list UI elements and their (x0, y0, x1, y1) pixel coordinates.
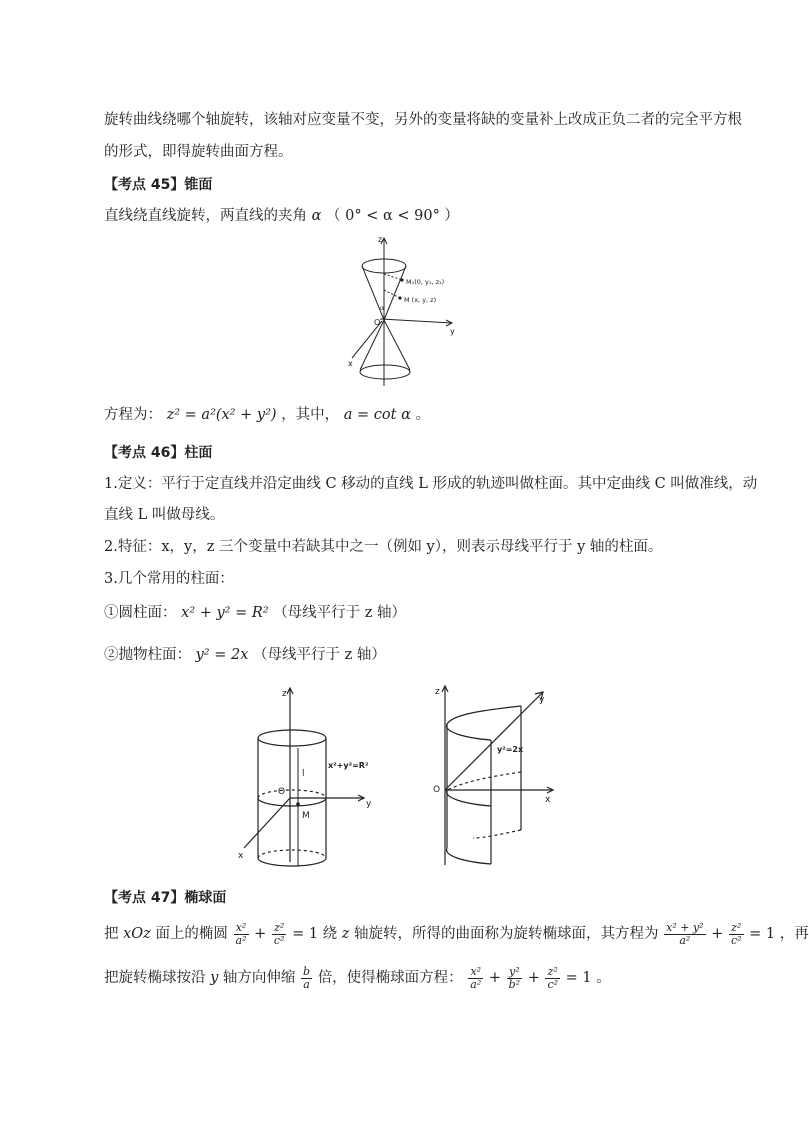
kp47-eq1: = 1 (292, 926, 319, 942)
kp47-l2-c: 倍，使得椭球面方程： (317, 970, 463, 986)
par-mid-front-curve (447, 790, 491, 806)
parab-cyl-equation: y² = 2x (195, 647, 249, 663)
cone-bottom-left-edge (360, 320, 384, 370)
cone-m1-point (400, 278, 403, 281)
circle-cyl-equation: x² + y² = R² (181, 605, 269, 621)
kp46-definition-line-1: 1.定义：平行于定直线并沿定曲线 C 移动的直线 L 形成的轨迹叫做柱面。其中定曲线 C 叫做准线，动 (104, 476, 758, 492)
cone-m-point (398, 296, 401, 299)
cyl-mid-front (258, 798, 326, 806)
kp47-l1-plane: xOz (123, 926, 151, 942)
kp45-desc-prefix: 直线绕直线旋转，两直线的夹角 (104, 208, 307, 224)
frac-num: b (303, 964, 311, 978)
kp45-equation (104, 405, 430, 425)
kp45-desc-range: （ 0° < α < 90° ） (326, 208, 459, 224)
par-label-y: y (539, 695, 545, 705)
kp46-heading: 【考点 46】柱面 (104, 445, 213, 461)
cone-label-alpha: α (380, 304, 385, 312)
kp45-description (104, 206, 459, 226)
kp46-common: 3.几个常用的柱面： (104, 571, 234, 587)
cone-bottom-ellipse (360, 365, 410, 379)
cyl-point-m (296, 802, 300, 806)
kp47-heading: 【考点 47】椭球面 (104, 890, 227, 906)
cone-label-o: O (374, 318, 381, 327)
kp47-l1-a: 把 (104, 926, 119, 942)
kp47-frac-x2y2a2 (664, 922, 705, 947)
cyl-label-o: O (278, 787, 286, 797)
kp47-l1-e: ，再 (779, 926, 809, 942)
cone-bottom-right-edge (384, 320, 410, 370)
cone-label-z: z (378, 235, 383, 244)
kp47-l2-end: = 1 。 (565, 970, 611, 986)
parab-cyl-label: ②抛物柱面： (104, 647, 191, 663)
cone-m-dash (384, 290, 400, 298)
frac-num: x² + y² (666, 920, 704, 934)
frac-den: a (303, 977, 310, 991)
kp47-frac-z2c2 (272, 922, 287, 947)
cyl-label-x: x (238, 851, 244, 861)
kp46-circle-cylinder (104, 603, 406, 623)
kp46-feature: 2.特征：x，y，z 三个变量中若缺其中之一（例如 y），则表示母线平行于 y 轴的柱面。 (104, 539, 663, 555)
kp47-eq1-b: = 1 (749, 926, 776, 942)
cone-figure (340, 228, 470, 388)
frac-den: a² (235, 933, 247, 947)
cyl-top-ellipse (258, 730, 326, 746)
cone-label-m1: M₁(0, y₁, z₁) (406, 278, 445, 286)
frac-den: a² (679, 933, 691, 947)
kp47-l1-d: 轴旋转，所得的曲面称为旋转椭球面，其方程为 (354, 926, 659, 942)
par-label-eq: y²=2x (497, 745, 524, 754)
kp47-l2-y: y (210, 970, 219, 986)
cyl-label-m: M (302, 811, 310, 821)
kp45-desc-alpha: α (311, 208, 322, 224)
kp47-plus-3: + (488, 970, 502, 986)
frac-den: a² (470, 977, 482, 991)
kp45-eq-label: 方程为： (104, 407, 162, 423)
parab-cyl-note: （母线平行于 z 轴） (253, 647, 386, 663)
kp47-plus: + (254, 926, 267, 942)
kp45-eq-end: 。 (415, 407, 430, 423)
cyl-label-eq: x²+y²=R² (328, 761, 369, 770)
parabolic-cylinder-figure (425, 680, 565, 870)
par-label-x: x (545, 795, 551, 805)
kp46-parabolic-cylinder (104, 645, 386, 665)
cyl-label-y: y (366, 799, 372, 809)
kp47-plus-4: + (527, 970, 540, 986)
cone-m1-dash (384, 274, 402, 280)
kp47-l1-z: z (341, 926, 350, 942)
kp45-eq-formula: z² = a²(x² + y²) (166, 407, 277, 423)
par-y-axis (445, 692, 543, 790)
frac-den: b² (508, 977, 521, 991)
par-mid-back-curve (447, 772, 521, 790)
frac-num: x² (234, 922, 249, 935)
kp47-l1-c: 绕 (322, 926, 338, 942)
frac-num: z² (545, 966, 560, 979)
kp47-plus-2: + (711, 926, 724, 942)
par-bottom-back-curve (473, 830, 521, 838)
kp47-l1-b: 面上的椭圆 (155, 926, 228, 942)
par-top-curve (447, 706, 521, 740)
par-label-o: O (433, 785, 441, 795)
kp47-line-2 (104, 962, 611, 994)
frac-num: z² (729, 922, 744, 935)
cyl-label-l: l (302, 769, 305, 779)
kp47-frac-z2c2-b (729, 922, 744, 947)
intro-line-1: 旋转曲线绕哪个轴旋转，该轴对应变量不变，另外的变量将缺的变量补上改成正负二者的完全平方根 (104, 112, 742, 128)
kp47-frac-z2c2-2 (545, 966, 560, 991)
circular-cylinder-figure (232, 680, 382, 870)
kp47-l2-a: 把旋转椭球按沿 (104, 970, 206, 986)
kp46-definition-line-2: 直线 L 叫做母线。 (104, 507, 225, 523)
frac-num: z² (272, 922, 287, 935)
par-bottom-front-curve (447, 848, 491, 864)
kp45-eq-mid: ，其中， (281, 407, 340, 423)
cone-top-right-edge (384, 266, 406, 320)
circle-cyl-note: （母线平行于 z 轴） (273, 605, 407, 621)
cyl-label-z: z (282, 689, 287, 699)
cyl-bottom-back (258, 850, 326, 858)
kp47-frac-y2b2 (507, 966, 522, 991)
intro-line-2: 的形式，即得旋转曲面方程。 (104, 144, 293, 160)
cone-label-x: x (348, 359, 353, 368)
cone-y-axis (380, 319, 452, 323)
cyl-bottom-front (258, 858, 326, 866)
frac-den: c² (547, 977, 559, 991)
frac-den: c² (273, 933, 285, 947)
par-label-z: z (435, 687, 440, 697)
frac-den: c² (730, 933, 742, 947)
cone-label-m: M (x, y, z) (404, 296, 437, 304)
kp47-l2-b: 轴方向伸缩 (222, 970, 296, 986)
cone-label-y: y (450, 327, 455, 336)
kp47-frac-ba (301, 966, 312, 991)
frac-num: y² (507, 966, 522, 979)
kp45-heading: 【考点 45】锥面 (104, 177, 213, 193)
circle-cyl-label: ①圆柱面： (104, 605, 177, 621)
kp47-frac-x2a2 (234, 922, 249, 947)
kp47-frac-x2a2-2 (468, 966, 483, 991)
kp45-eq-a: a = cot α (343, 407, 411, 423)
frac-num: x² (468, 966, 483, 979)
kp47-line-1 (104, 918, 809, 950)
cyl-mid-back (258, 790, 326, 798)
